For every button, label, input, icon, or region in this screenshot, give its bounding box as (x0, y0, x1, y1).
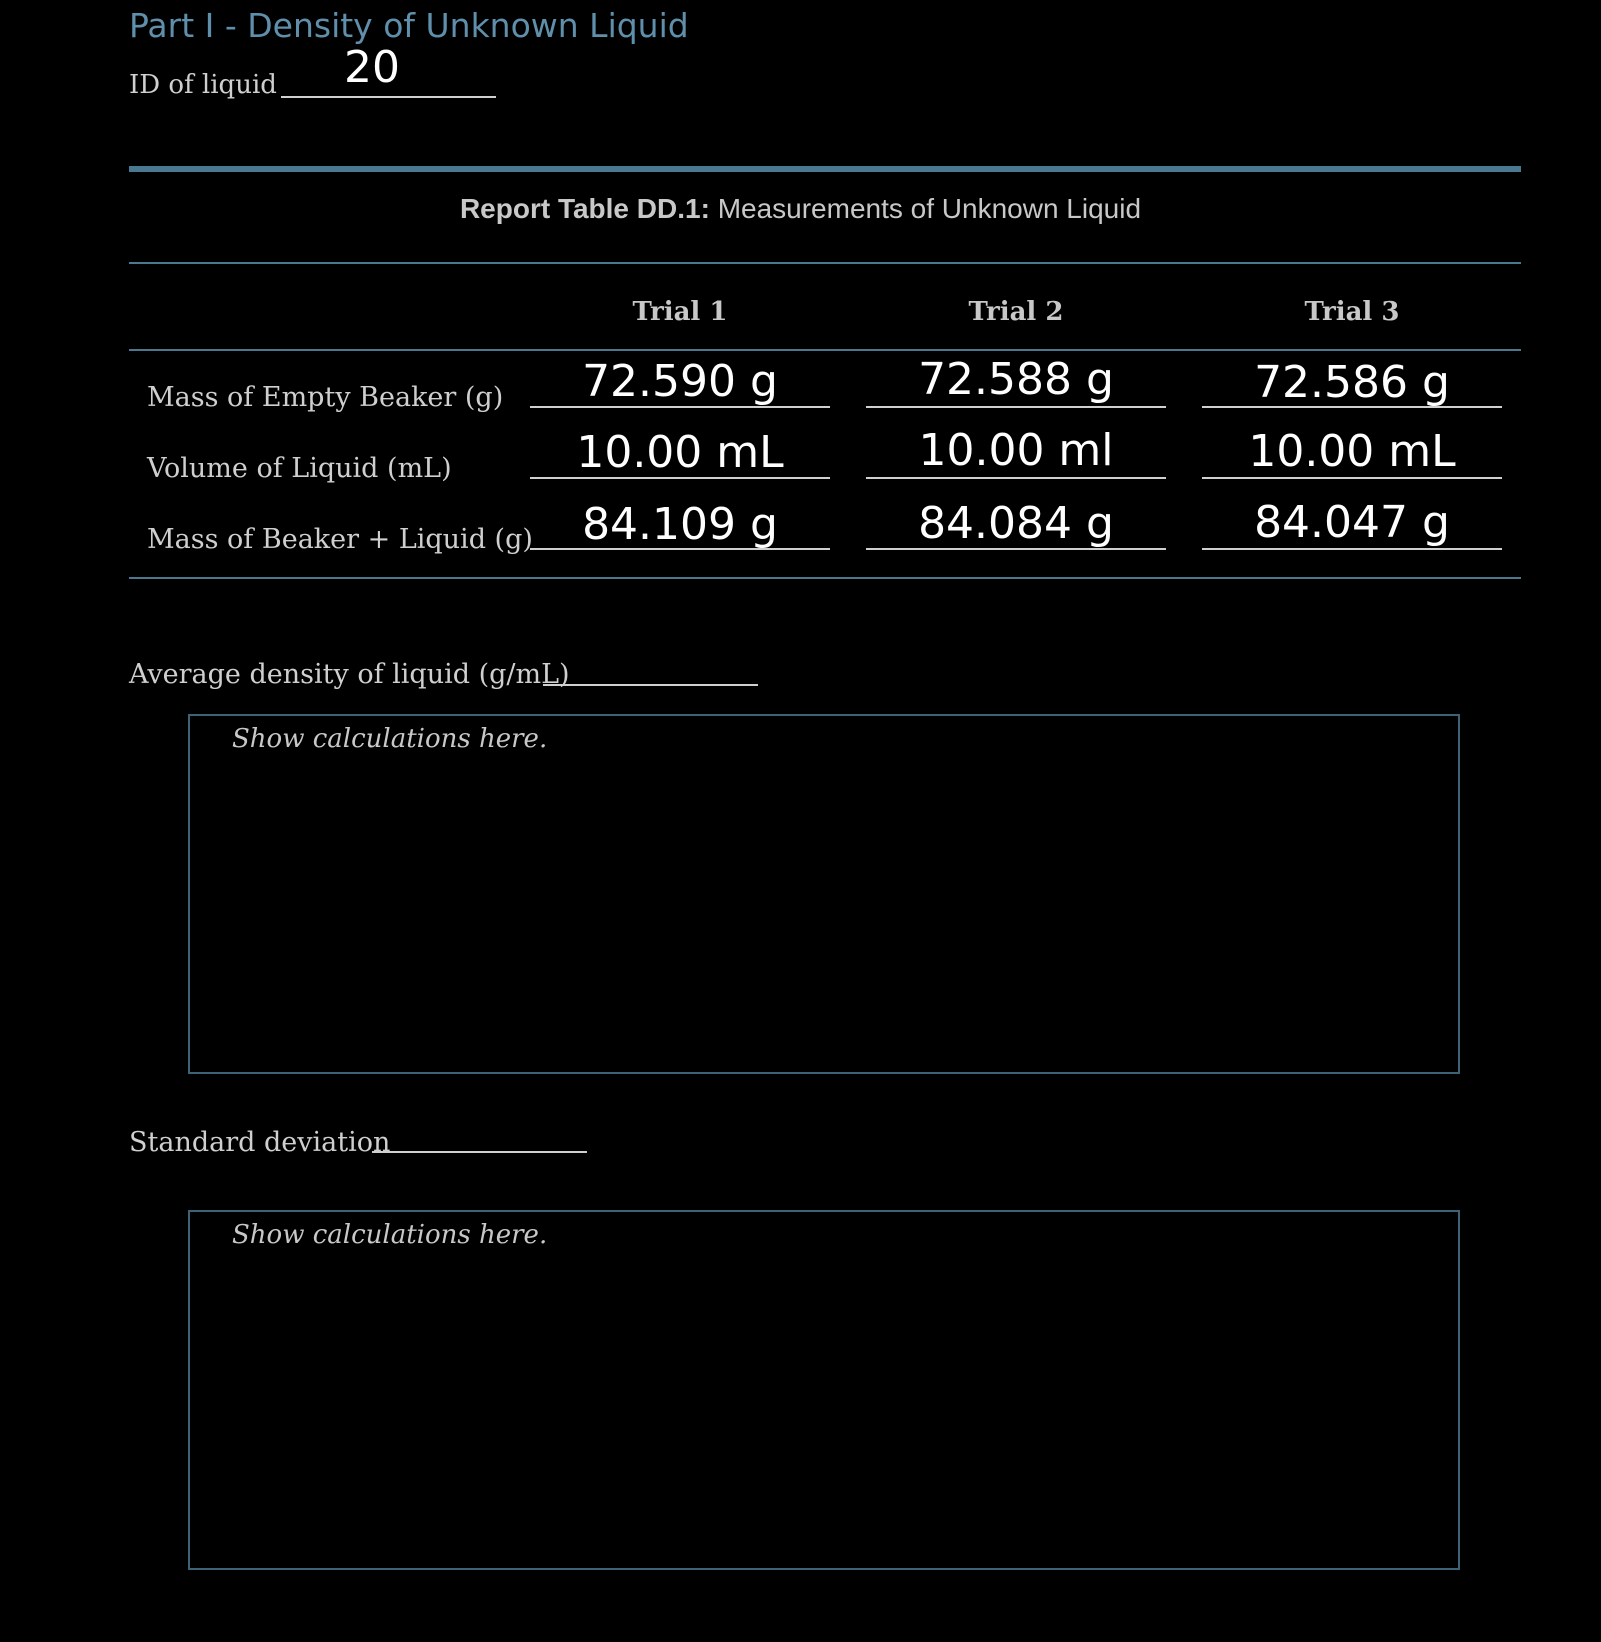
cell-volume-trial-1[interactable]: 10.00 mL (576, 427, 784, 478)
std-dev-calc-box[interactable] (188, 1210, 1460, 1570)
cell-line (530, 477, 830, 479)
std-dev-field[interactable] (372, 1151, 587, 1153)
cell-line (530, 548, 830, 550)
cell-beaker-liquid-trial-2[interactable]: 84.084 g (918, 498, 1114, 549)
cell-line (1202, 406, 1502, 408)
liquid-id-label: ID of liquid (129, 70, 277, 100)
cell-line (866, 548, 1166, 550)
table-caption-label: Report Table DD.1: (459, 193, 710, 224)
column-header-trial-2: Trial 2 (968, 297, 1064, 327)
cell-empty-beaker-trial-3[interactable]: 72.586 g (1254, 357, 1450, 408)
std-dev-label: Standard deviation (129, 1127, 391, 1158)
liquid-id-field[interactable] (281, 96, 496, 98)
liquid-id-value: 20 (344, 42, 400, 93)
cell-line (530, 406, 830, 408)
cell-empty-beaker-trial-2[interactable]: 72.588 g (918, 354, 1114, 405)
avg-density-calc-box[interactable] (188, 714, 1460, 1074)
cell-empty-beaker-trial-1[interactable]: 72.590 g (582, 356, 778, 407)
cell-line (1202, 477, 1502, 479)
cell-volume-trial-3[interactable]: 10.00 mL (1248, 426, 1456, 477)
column-header-trial-1: Trial 1 (632, 297, 728, 327)
header-rule (129, 349, 1521, 351)
avg-density-calc-hint: Show calculations here. (232, 724, 548, 754)
cell-beaker-liquid-trial-3[interactable]: 84.047 g (1254, 497, 1450, 548)
cell-line (866, 406, 1166, 408)
table-top-rule (129, 166, 1521, 172)
avg-density-field[interactable] (543, 684, 758, 686)
part-title: Part I - Density of Unknown Liquid (129, 6, 689, 45)
table-caption (0, 193, 1601, 225)
cell-line (866, 477, 1166, 479)
avg-density-label: Average density of liquid (g/mL) (129, 659, 570, 690)
std-dev-calc-hint: Show calculations here. (232, 1220, 548, 1250)
caption-rule (129, 262, 1521, 264)
row-label-liquid-volume: Volume of Liquid (mL) (147, 453, 452, 484)
column-header-trial-3: Trial 3 (1304, 297, 1400, 327)
cell-beaker-liquid-trial-1[interactable]: 84.109 g (582, 499, 778, 550)
cell-line (1202, 548, 1502, 550)
row-label-beaker-plus-liquid-mass: Mass of Beaker + Liquid (g) (147, 524, 533, 555)
cell-volume-trial-2[interactable]: 10.00 ml (918, 425, 1114, 476)
table-caption-text: Measurements of Unknown Liquid (717, 193, 1142, 224)
table-bottom-rule (129, 577, 1521, 579)
row-label-empty-beaker-mass: Mass of Empty Beaker (g) (147, 382, 504, 413)
